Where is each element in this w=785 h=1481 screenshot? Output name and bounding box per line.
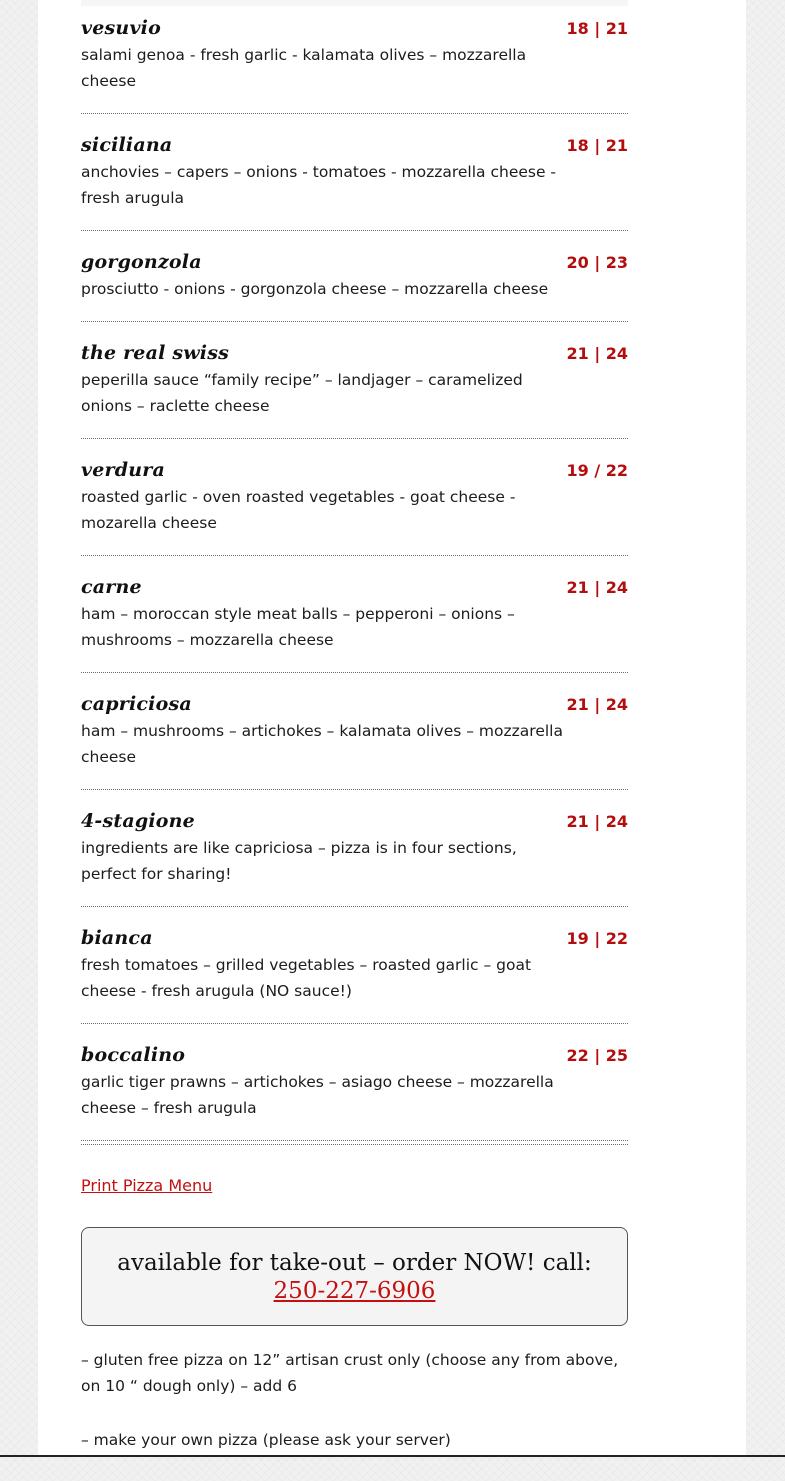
menu-item-name: boccalino (81, 1044, 186, 1066)
menu-item (81, 690, 628, 790)
menu-item-price: 18 | 21 (566, 19, 628, 38)
menu-item-name: the real swiss (81, 342, 229, 364)
menu-item-price: 19 / 22 (566, 461, 628, 480)
menu-item-description: prosciutto - onions - gorgonzola cheese – mozzarella cheese (81, 280, 549, 298)
menu-item-description: salami genoa - fresh garlic - kalamata olives – mozzarella cheese (81, 46, 527, 90)
note-gluten-free: – gluten free pizza on 12” artisan crust only (choose any from above, on 10 “ dough only) – add 6 (81, 1351, 619, 1395)
menu-item-name: gorgonzola (81, 251, 202, 273)
menu-item-description: fresh tomatoes – grilled vegetables – roasted garlic – goat cheese - fresh arugula (NO sauce!) (81, 956, 532, 1000)
menu-item-price: 21 | 24 (566, 344, 628, 363)
menu-item-description: peperilla sauce “family recipe” – landjager – caramelized onions – raclette cheese (81, 371, 523, 415)
menu-item-name: siciliana (81, 134, 173, 156)
menu-item-description: ham – mushrooms – artichokes – kalamata olives – mozzarella cheese (81, 722, 563, 766)
menu-item (81, 924, 628, 1024)
pizza-menu-list (81, 14, 628, 1158)
menu-item (81, 14, 628, 114)
menu-item-name: vesuvio (81, 17, 161, 39)
menu-item-price: 20 | 23 (566, 253, 628, 272)
print-pizza-menu-link[interactable]: Print Pizza Menu (81, 1176, 213, 1195)
menu-item (81, 1041, 628, 1141)
menu-item-name: bianca (81, 927, 153, 949)
takeout-callout (81, 1227, 628, 1326)
menu-notes (81, 1347, 628, 1481)
menu-item (81, 339, 628, 439)
menu-item-price: 21 | 24 (566, 695, 628, 714)
menu-item-name: verdura (81, 459, 165, 481)
takeout-message (82, 1228, 627, 1305)
top-strip (81, 0, 628, 6)
menu-item-description: garlic tiger prawns – artichokes – asiago cheese – mozzarella cheese – fresh arugula (81, 1073, 554, 1117)
note-make-your-own: – make your own pizza (please ask your server) (81, 1431, 451, 1449)
phone-link[interactable]: 250-227-6906 (273, 1278, 436, 1304)
menu-item-price: 22 | 25 (566, 1046, 628, 1065)
menu-item (81, 248, 628, 322)
menu-item (81, 131, 628, 231)
menu-item-price: 19 | 22 (566, 929, 628, 948)
menu-item-price: 21 | 24 (566, 578, 628, 597)
menu-item (81, 456, 628, 556)
takeout-text: available for take-out – order NOW! call: (117, 1250, 592, 1276)
menu-item-description: anchovies – capers – onions - tomatoes - mozzarella cheese - fresh arugula (81, 163, 557, 207)
divider (81, 1144, 628, 1145)
menu-item-price: 21 | 24 (566, 812, 628, 831)
menu-item-name: carne (81, 576, 142, 598)
menu-item-description: roasted garlic - oven roasted vegetables - goat cheese - mozarella cheese (81, 488, 516, 532)
menu-item-description: ingredients are like capriciosa – pizza is in four sections, perfect for sharing! (81, 839, 517, 883)
menu-item-name: capriciosa (81, 693, 192, 715)
menu-item (81, 807, 628, 907)
menu-item-description: ham – moroccan style meat balls – pepperoni – onions – mushrooms – mozzarella cheese (81, 605, 515, 649)
menu-item (81, 573, 628, 673)
menu-item-name: 4-stagione (81, 810, 195, 832)
menu-item-price: 18 | 21 (566, 136, 628, 155)
